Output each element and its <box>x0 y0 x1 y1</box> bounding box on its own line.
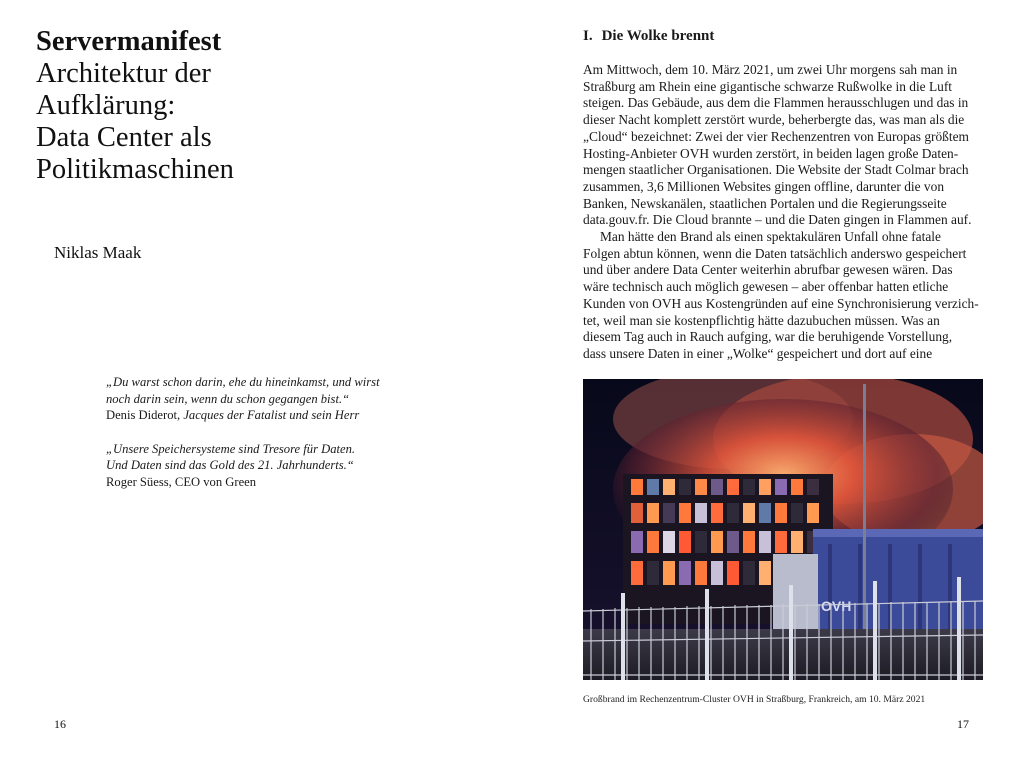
body-line: Man hätte den Brand als einen spektakulären Unfall ohne fatale <box>600 229 941 245</box>
chapter-heading <box>583 28 714 45</box>
epigraph-quote-line: „Unsere Speichersysteme sind Tresore für Daten. <box>106 441 356 456</box>
subtitle-line: Politikmaschinen <box>36 154 234 185</box>
body-line: Banken, Newskanälen, staatlichen Portalen und die Regierungsseite <box>583 195 947 211</box>
author-name: Niklas Maak <box>54 243 142 262</box>
body-line: Kunden von OVH aus Kostengründen auf eine Synchronisierung verzich- <box>583 295 979 311</box>
fire-photo-illustration <box>583 379 983 680</box>
body-line: Am Mittwoch, dem 10. März 2021, um zwei Uhr morgens sah man in <box>583 62 958 77</box>
epigraph-source-name: Denis Diderot, <box>106 408 181 422</box>
lamp-post <box>863 384 866 639</box>
body-line: dass unsere Daten in einer „Wolke“ gespeichert und dort auf eine <box>583 345 933 361</box>
body-line: Straßburg am Rhein eine gigantische schwarze Rußwolke in die Luft <box>583 78 953 94</box>
subtitle-line: Architektur der <box>36 58 211 89</box>
epigraph-source-work: Jacques der Fatalist und sein Herr <box>183 408 360 422</box>
photo-caption: Großbrand im Rechenzentrum-Cluster OVH in Straßburg, Frankreich, am 10. März 2021 <box>583 694 926 705</box>
body-line: zusammen, 3,6 Millionen Websites gingen offline, darunter die von <box>583 178 945 194</box>
chapter-title: Die Wolke brennt <box>601 28 715 44</box>
book-title: Servermanifest <box>36 26 222 57</box>
epigraph-source <box>106 474 426 491</box>
epigraph-source <box>106 407 426 424</box>
page-number-right: 17 <box>957 717 969 731</box>
body-line: mengen staatlicher Organisationen. Die Website der Stadt Colmar brach <box>583 162 969 178</box>
epigraph-quote-line: „Du warst schon darin, ehe du hineinkamst, und wirst <box>106 375 380 389</box>
subtitle-line: Data Center als <box>36 122 212 153</box>
epigraph-quote-line: Und Daten sind das Gold des 21. Jahrhunderts.“ <box>106 458 354 472</box>
epigraph-suess <box>106 441 426 491</box>
epigraph-source-name: Roger Süess, CEO von Green <box>106 474 257 489</box>
body-line: „Cloud“ bezeichnet: Zwei der vier Rechenzentren von Europas größtem <box>583 128 969 144</box>
body-line: data.gouv.fr. Die Cloud brannte – und die Daten gingen in Flammen auf. <box>583 212 972 228</box>
body-line: Folgen abtun können, wenn die Daten tatsächlich anderswo gespeichert <box>583 245 967 261</box>
epigraph-diderot <box>106 374 426 424</box>
body-text <box>583 62 1003 363</box>
chapter-number: I. <box>583 28 593 44</box>
body-line: tet, weil man sie kostenpflichtig hätte dazubuchen müssen. Was an <box>583 312 940 328</box>
body-line: diesem Tag auch in Rauch aufging, war die beruhigende Vorstellung, <box>583 329 953 345</box>
body-line: steigen. Das Gebäude, aus dem die Flammen herausschlugen und das in <box>583 95 969 111</box>
subtitle-line: Aufklärung: <box>36 90 176 121</box>
epigraph-quote-line: noch darin sein, wenn du schon gegangen bist.“ <box>106 391 350 406</box>
page-number-left: 16 <box>54 717 66 731</box>
body-line: und über andere Data Center weiterhin abrufbar gewesen wären. Das <box>583 262 953 278</box>
book-title-block <box>36 26 476 186</box>
right-page <box>510 0 1020 765</box>
ovh-sign: OVH <box>821 598 852 614</box>
fire-photo <box>583 379 983 680</box>
body-line: dieser Nacht komplett zerstört wurde, beherbergte das, was man als die <box>583 112 965 128</box>
epigraphs <box>106 374 426 507</box>
body-line: wäre technisch auch möglich gewesen – aber offenbar hatten etliche <box>583 279 949 295</box>
body-line: Hosting-Anbieter OVH wurden zerstört, in beiden lagen große Daten- <box>583 145 959 161</box>
